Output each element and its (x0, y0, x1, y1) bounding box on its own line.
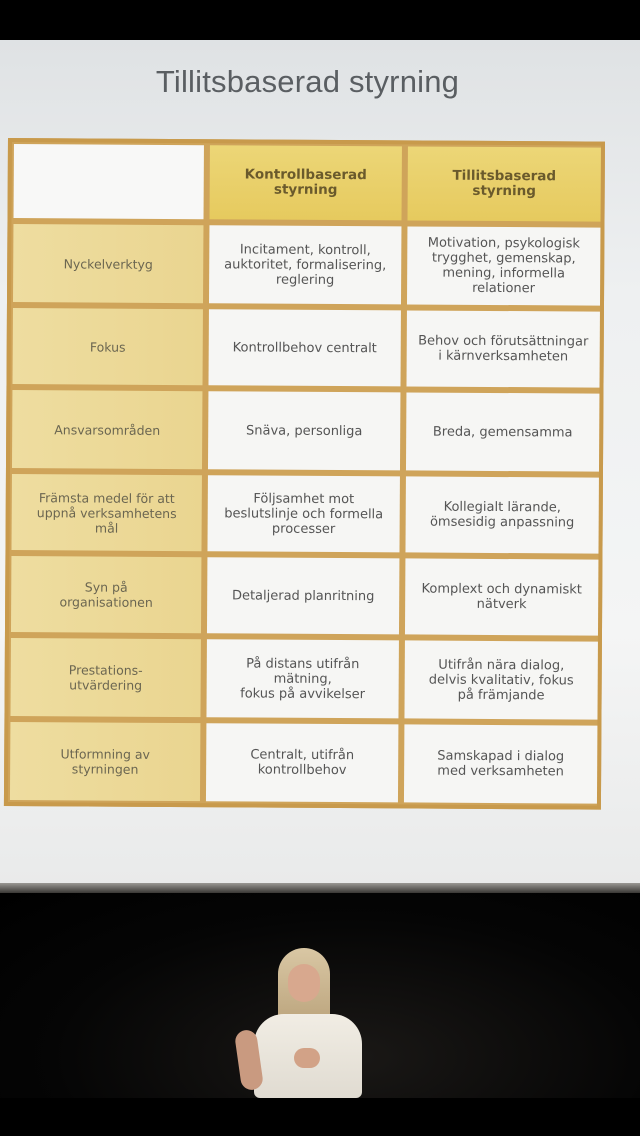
table-corner-cell (14, 144, 204, 219)
row-kontroll-cell: Kontrollbehov centralt (208, 309, 400, 386)
row-kontroll-cell: Snäva, personliga (208, 391, 400, 470)
row-tillit-cell: Kollegialt lärande, ömsesidig anpassning (405, 476, 598, 553)
row-tillit-cell: Komplext och dynamiskt nätverk (405, 558, 598, 635)
row-kontroll-cell: Centralt, utifrån kontrollbehov (206, 723, 398, 802)
row-kontroll-cell: Följsamhet mot beslutslinje och formella processer (207, 475, 399, 552)
row-tillit-cell: Samskapad i dialog med verksamheten (404, 724, 597, 803)
row-label: Syn på organisationen (11, 556, 201, 633)
bottom-letterbox (0, 1098, 640, 1136)
screen-bottom-edge (0, 883, 640, 893)
row-label: Prestations- utvärdering (10, 638, 200, 717)
presenter-hand (294, 1048, 320, 1068)
header-kontrollbaserad: Kontrollbaserad styrning (210, 145, 402, 220)
presenter-face (288, 964, 320, 1002)
row-label: Nyckelverktyg (13, 224, 203, 303)
row-tillit-cell: Motivation, psykologisk trygghet, gemenskap, mening, informella relationer (407, 226, 600, 305)
presenter-figure (232, 948, 372, 1098)
comparison-table (4, 138, 605, 810)
row-label: Ansvarsområden (12, 390, 202, 469)
row-label: Fokus (12, 308, 202, 385)
top-letterbox (0, 0, 640, 40)
row-kontroll-cell: På distans utifrån mätning, fokus på avvikelser (206, 639, 398, 718)
slide-title: Tillitsbaserad styrning (155, 64, 460, 99)
header-tillitsbaserad: Tillitsbaserad styrning (408, 146, 601, 221)
row-tillit-cell: Behov och förutsättningar i kärnverksamheten (406, 310, 599, 387)
row-kontroll-cell: Incitament, kontroll, auktoritet, formalisering, reglering (209, 225, 401, 304)
row-tillit-cell: Utifrån nära dialog, delvis kvalitativ, fokus på främjande (404, 640, 597, 719)
row-tillit-cell: Breda, gemensamma (406, 392, 599, 471)
row-kontroll-cell: Detaljerad planritning (207, 557, 399, 634)
row-label: Främsta medel för att uppnå verksamhetens mål (11, 474, 201, 551)
row-label: Utformning av styrningen (10, 722, 200, 801)
